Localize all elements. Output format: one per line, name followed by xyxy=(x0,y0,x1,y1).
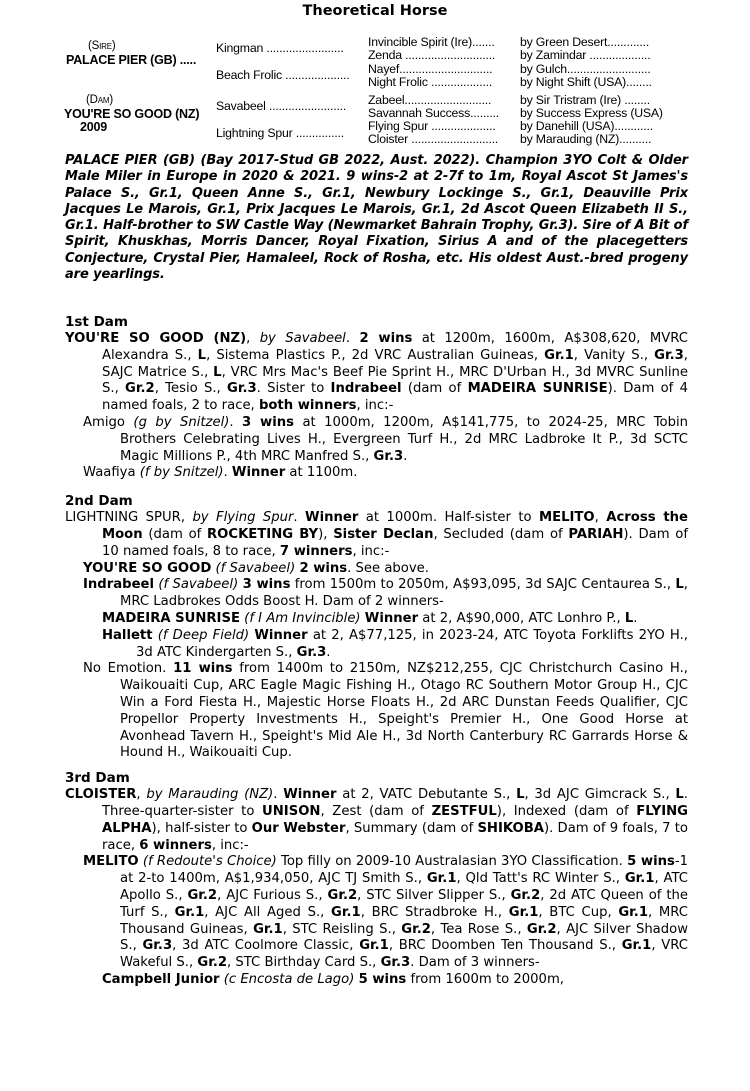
text: , Sistema Plastics P., 2d VRC Australian Guineas, xyxy=(206,347,545,363)
bold-text: Gr.2 xyxy=(401,921,431,937)
pedigree-gen4: by Marauding (NZ).......... xyxy=(520,132,652,146)
bold-text: Winner xyxy=(305,510,359,526)
text: , AJC Furious S., xyxy=(217,887,328,903)
bold-text: Gr.3 xyxy=(142,938,173,954)
bold-text: Campbell Junior xyxy=(102,971,220,987)
text: , xyxy=(246,331,260,346)
bold-text: Gr.2 xyxy=(526,921,557,937)
text: , AJC All Aged S., xyxy=(204,904,332,920)
dam-entry xyxy=(65,787,688,854)
bold-text: Gr.3 xyxy=(227,381,257,397)
text: at 2, VATC Debutante S., xyxy=(336,787,517,803)
text: ). Dam of 10 named foals, 8 to race, xyxy=(102,526,688,559)
text: ), xyxy=(318,526,334,542)
dam-entry xyxy=(65,331,688,415)
bold-text: Gr.2 xyxy=(510,887,541,903)
pedigree-gen3: Zenda ............................ xyxy=(368,48,496,62)
text: at 2, A$90,000, ATC Lonhro P., xyxy=(418,610,625,626)
bold-text: Hallett xyxy=(102,627,153,643)
sire-summary: PALACE PIER (GB) (Bay 2017-Stud GB 2022, Aust. 2022). Champion 3YO Colt & Older Male Miler in Europe in 2020 & 2021. 9 wins-2 at 2-7f to 1m, Royal Ascot St James's Palace S., Gr.1, Queen Anne S., Gr.1, Newbury Lockinge S., Gr.1, Deauville Prix Jacques Le Marois, Gr.1, Prix Jacques Le Marois, Gr.1, 2d Ascot Queen Elizabeth II S., Gr.1. Half-brother to SW Castle Way (Newmarket Bahrain Trophy, Gr.3). Sire of A Bit of Spirit, Khuskhas, Morris Dancer, Royal Fixation, Sirius A and of the placegetters Conjecture, Crystal Pier, Hamaleel, Rock of Rosha, etc. His oldest Aust.-bred progeny are yearlings. xyxy=(65,153,688,283)
pedigree-gen3: Savannah Success......... xyxy=(368,106,500,120)
text: , Secluded (dam of xyxy=(433,526,569,542)
bold-text: Gr.3 xyxy=(296,644,327,660)
pedigree-gen4: by Night Shift (USA)........ xyxy=(520,75,652,89)
bold-text: L xyxy=(675,577,684,593)
text: ). Dam of 9 foals, 7 to race, xyxy=(102,820,688,853)
text: . xyxy=(633,610,638,626)
text: , Vanity S., xyxy=(573,347,655,363)
progeny-entry xyxy=(65,465,688,482)
italic-text: (f I Am Invincible) xyxy=(244,610,361,626)
sire-label: (Sire) xyxy=(88,40,116,52)
sire-name: PALACE PIER (GB) ..... xyxy=(66,53,197,67)
bold-text: 3 wins xyxy=(242,414,295,430)
bold-text: Gr.1 xyxy=(624,871,655,887)
bold-text: L xyxy=(213,364,222,380)
text: , MRC Ladbrokes Odds Boost H. Dam of 2 winners- xyxy=(120,577,688,610)
text: ), half-sister to xyxy=(151,820,252,836)
pedigree-gen4: by Danehill (USA)............ xyxy=(520,119,653,133)
dam-section xyxy=(65,314,688,482)
bold-text: Gr.3 xyxy=(373,448,404,464)
bold-text: Gr.1 xyxy=(508,904,539,920)
text: , Zest (dam of xyxy=(320,803,432,819)
bold-text: Gr.2 xyxy=(327,887,358,903)
pedigree-gen2: Beach Frolic .................... xyxy=(216,68,350,82)
dam-section xyxy=(65,493,688,762)
text: , inc:- xyxy=(211,837,249,853)
text: from 1500m to 2050m, A$93,095, 3d SAJC Centaurea S., xyxy=(290,577,676,593)
bold-text: Across the Moon xyxy=(102,510,689,542)
text: , AJC Silver Shadow S., xyxy=(120,921,688,954)
text: , 3d AJC Gimcrack S., xyxy=(524,787,676,803)
italic-text: (f Deep Field) xyxy=(157,627,250,643)
text: , Summary (dam of xyxy=(345,820,478,836)
text: , STC Reisling S., xyxy=(282,921,402,937)
text: No Emotion. xyxy=(83,661,174,677)
section-heading: 2nd Dam xyxy=(65,493,133,510)
page-title: Theoretical Horse xyxy=(302,3,448,19)
bold-text: Gr.2 xyxy=(197,955,228,971)
pedigree-gen2: Lightning Spur ............... xyxy=(216,126,344,140)
bold-text: MADEIRA SUNRISE xyxy=(467,381,608,397)
pedigree-gen4: by Gulch.......................... xyxy=(520,62,651,76)
italic-text: (f Savabeel) xyxy=(158,577,239,593)
text: . See above. xyxy=(347,560,429,576)
text: , inc:- xyxy=(356,398,394,414)
text: . xyxy=(223,465,232,481)
bold-text: ZESTFUL xyxy=(431,803,497,819)
text: at 1200m, 1600m, A$308,620, MVRC Alexandra S., xyxy=(102,331,688,363)
text: , BRC Doomben Ten Thousand S., xyxy=(388,938,622,954)
bold-text: L xyxy=(624,610,634,626)
section-heading: 3rd Dam xyxy=(65,770,130,787)
text: , inc:- xyxy=(352,543,390,559)
bold-text: FLYING ALPHA xyxy=(102,803,688,836)
text: -1 at 2-to 1400m, A$1,934,050, AJC TJ Smith S., xyxy=(120,854,688,887)
bold-text: PARIAH xyxy=(568,526,624,542)
text: from 1400m to 2150m, NZ$212,255, CJC Christchurch Casino H., Waikouaiti Cup, ARC Eagle Magic Fishing H., Otago RC Southern Motor Group H., CJC Win a Ford Fiesta H., Majestic Horse Floats H., 2d ARC Dunstan Feeds Qualifier, CJC Propellor Property Investments H., Speight's Premier H., One Good Horse at Avonhead Tavern H., Speight's Mid Ale H., 3d North Canterbury RC Garrards Horse & Hound H., Waikouaiti Cup. xyxy=(120,661,688,761)
bold-text: Sister Declan xyxy=(333,526,434,542)
text: , STC Birthday Card S., xyxy=(227,955,381,971)
bold-text: 2 wins xyxy=(299,560,348,576)
text: . xyxy=(326,644,331,660)
text: Waafiya xyxy=(83,465,140,481)
bold-text: 5 wins xyxy=(627,854,675,870)
progeny-entry xyxy=(65,854,688,972)
text: . xyxy=(229,414,243,430)
italic-text: by Marauding (NZ) xyxy=(146,787,274,803)
bold-text: 7 winners xyxy=(279,543,353,559)
bold-text: 6 winners xyxy=(139,837,212,853)
pedigree-gen2: Kingman ........................ xyxy=(216,41,344,55)
bold-text: CLOISTER xyxy=(65,787,137,803)
pedigree-gen4: by Sir Tristram (Ire) ........ xyxy=(520,93,650,107)
pedigree-gen3: Flying Spur .................... xyxy=(368,119,496,133)
text: , MRC Thousand Guineas, xyxy=(120,904,688,937)
bold-text: Winner xyxy=(231,465,286,481)
text: . xyxy=(345,331,360,346)
italic-text: (f Savabeel) xyxy=(215,560,296,576)
bold-text: 5 wins xyxy=(358,971,407,987)
bold-text: Gr.1 xyxy=(426,871,457,887)
italic-text: (c Encosta de Lago) xyxy=(223,971,355,987)
bold-text: Gr.1 xyxy=(544,347,574,363)
text: LIGHTNING SPUR, xyxy=(65,510,193,526)
text: , VRC Mrs Mac's Beef Pie Sprint H., MRC D'Urban H., 3d MVRC Sunline S., xyxy=(102,364,688,397)
text: , Tea Rose S., xyxy=(430,921,527,937)
text: (dam of xyxy=(401,381,468,397)
dam-sections xyxy=(65,314,688,998)
progeny-entry xyxy=(65,415,688,465)
text: (dam of xyxy=(142,526,208,542)
text: from 1600m to 2000m, xyxy=(406,971,564,987)
pedigree-gen3: Nayef............................. xyxy=(368,62,493,76)
text: Top filly on 2009-10 Australasian 3YO Classification. xyxy=(276,854,628,870)
text: at 1000m, 1200m, A$141,775, to 2024-25, MRC Tobin Brothers Celebrating Lives H., Evergreen Turf H., 2d MRC Ladbroke It P., 3d SCTC Magic Millions P., 4th MRC Manfred S., xyxy=(120,414,689,464)
progeny-entry xyxy=(65,561,688,578)
dam-entry xyxy=(65,510,688,560)
bold-text: 11 wins xyxy=(173,661,233,677)
bold-text: L xyxy=(197,347,207,363)
text: . xyxy=(273,787,284,803)
text: , 3d ATC Coolmore Classic, xyxy=(172,938,360,954)
italic-text: by Savabeel xyxy=(259,331,346,346)
bold-text: 2 wins xyxy=(359,331,413,346)
bold-text: both winners xyxy=(258,398,357,414)
pedigree-gen3: Night Frolic ................... xyxy=(368,75,493,89)
text: , VRC Wakeful S., xyxy=(120,938,688,971)
section-heading: 1st Dam xyxy=(65,314,128,330)
text: , xyxy=(594,510,607,526)
bold-text: ROCKETING BY xyxy=(207,526,319,542)
bold-text: Gr.1 xyxy=(331,904,361,920)
dam-section xyxy=(65,770,688,989)
dam-year: 2009 xyxy=(80,120,108,134)
bold-text: Gr.3 xyxy=(380,955,411,971)
italic-text: (f by Snitzel) xyxy=(139,465,224,481)
bold-text: Winner xyxy=(254,627,308,643)
bold-text: Gr.1 xyxy=(621,938,652,954)
text: Amigo xyxy=(83,414,134,430)
text: . Three-quarter-sister to xyxy=(102,787,688,819)
bold-text: Indrabeel xyxy=(330,381,402,397)
bold-text: YOU'RE SO GOOD xyxy=(83,560,212,576)
text: , Tesio S., xyxy=(154,381,228,397)
text: , STC Silver Slipper S., xyxy=(357,887,511,903)
pedigree-gen4: by Zamindar ................... xyxy=(520,48,651,62)
bold-text: YOU'RE SO GOOD (NZ) xyxy=(65,331,247,346)
pedigree-gen3: Zabeel........................... xyxy=(368,93,492,107)
bold-text: MELITO xyxy=(83,854,139,870)
italic-text: (f Redoute's Choice) xyxy=(142,854,277,870)
bold-text: L xyxy=(675,787,684,803)
bold-text: Gr.1 xyxy=(253,921,283,937)
progeny-entry xyxy=(65,611,688,628)
text: , ATC Apollo S., xyxy=(120,871,688,903)
text: , BTC Cup, xyxy=(538,904,619,920)
italic-text: (g by Snitzel) xyxy=(133,414,230,430)
text: ), Indexed (dam of xyxy=(496,803,637,819)
text: , xyxy=(136,787,147,803)
progeny-entry xyxy=(65,628,688,662)
bold-text: Indrabeel xyxy=(83,577,154,593)
text: ). Dam of 4 named foals, 2 to race, xyxy=(102,381,688,414)
text: . xyxy=(293,510,306,526)
text: , SAJC Matrice S., xyxy=(102,347,688,380)
italic-text: by Flying Spur xyxy=(192,510,294,526)
text: . xyxy=(403,448,408,464)
bold-text: Winner xyxy=(283,787,337,803)
pedigree-gen4: by Green Desert............. xyxy=(520,35,650,49)
text: . Dam of 3 winners- xyxy=(410,955,540,971)
dam-name: YOU'RE SO GOOD (NZ) xyxy=(64,107,200,121)
pedigree-table xyxy=(0,35,750,150)
pedigree-gen3: Cloister ........................... xyxy=(368,132,499,146)
bold-text: Gr.2 xyxy=(187,887,218,903)
pedigree-gen4: by Success Express (USA) xyxy=(520,106,663,120)
bold-text: L xyxy=(516,787,525,803)
text: . Sister to xyxy=(256,381,331,397)
text: , BRC Stradbroke H., xyxy=(360,904,509,920)
bold-text: Gr.2 xyxy=(125,381,155,397)
progeny-entry xyxy=(65,577,688,611)
text: at 1000m. Half-sister to xyxy=(358,510,539,526)
text: , 2d ATC Queen of the Turf S., xyxy=(120,887,688,920)
bold-text: Winner xyxy=(364,610,419,626)
bold-text: SHIKOBA xyxy=(477,820,544,836)
bold-text: MELITO xyxy=(538,510,595,526)
bold-text: UNISON xyxy=(262,803,321,819)
bold-text: Our Webster xyxy=(251,820,346,836)
bold-text: MADEIRA SUNRISE xyxy=(102,610,240,626)
bold-text: Gr.1 xyxy=(174,904,205,920)
dam-label: (Dam) xyxy=(86,94,113,106)
bold-text: Gr.3 xyxy=(654,347,684,363)
text: , Qld Tatt's RC Winter S., xyxy=(456,871,625,887)
pedigree-gen3: Invincible Spirit (Ire)....... xyxy=(368,35,495,49)
bold-text: Gr.1 xyxy=(359,938,389,954)
text: at 2, A$77,125, in 2023-24, ATC Toyota Forklifts 2YO H., 3d ATC Kindergarten S., xyxy=(136,627,688,660)
bold-text: 3 wins xyxy=(242,577,291,593)
text: at 1100m. xyxy=(285,465,358,481)
pedigree-gen2: Savabeel ........................ xyxy=(216,99,347,113)
bold-text: Gr.1 xyxy=(618,904,648,920)
progeny-entry xyxy=(65,661,688,762)
progeny-entry xyxy=(65,972,688,989)
